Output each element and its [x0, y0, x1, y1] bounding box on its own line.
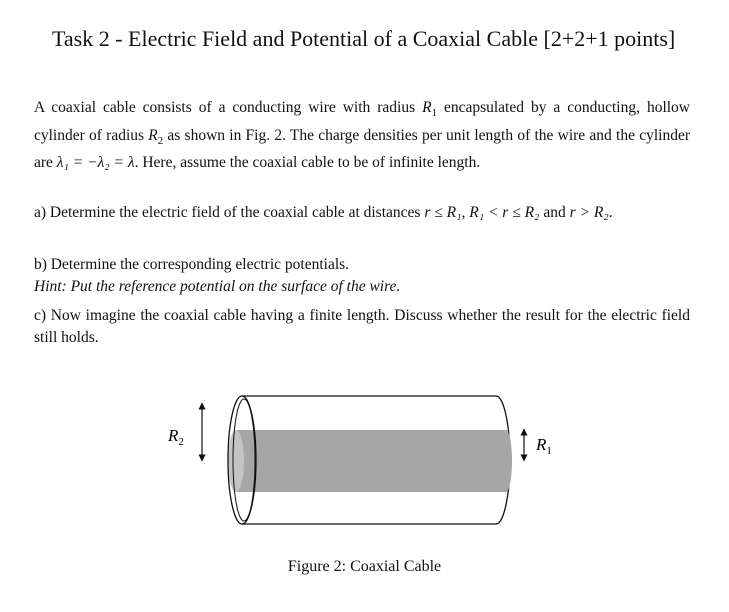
intro-text-4: . Here, assume the coaxial cable to be of infinite length. — [134, 154, 481, 172]
question-a-text-3: . — [608, 204, 613, 221]
coaxial-cable-figure — [150, 386, 570, 534]
question-a-math-2: r > R₂ — [569, 204, 609, 221]
r1-label: $R_1$ — [536, 435, 552, 457]
inner-wire — [236, 430, 506, 492]
radius-r1: $R_1$ — [422, 99, 437, 120]
figure-caption: Figure 2: Coaxial Cable — [287, 558, 442, 575]
question-a-text-2: and — [539, 204, 570, 221]
radius-r2: $R_2$ — [148, 126, 164, 147]
question-a — [34, 202, 690, 224]
question-a-text-1: a) Determine the electric field of the coaxial cable at distances — [34, 204, 425, 221]
inner-wire-right-end — [500, 430, 512, 492]
r2-label: $R_2$ — [168, 426, 184, 448]
question-c — [34, 305, 690, 348]
lambda-equation: λ₁ = −λ₂ = λ — [56, 154, 135, 172]
question-b-hint: Hint: Put the reference potential on the surface of the wire. — [34, 277, 401, 295]
question-b — [34, 254, 690, 297]
intro-text-1: A coaxial cable consists of a conducting wire with radius — [34, 99, 423, 116]
question-a-math-1: r ≤ R₁, R₁ < r ≤ R₂ — [424, 204, 540, 221]
intro-text-3: as shown in Fig. 2. The charge densities per unit length of the wire and the cylinder are — [34, 126, 690, 172]
question-b-text: b) Determine the corresponding electric potentials. — [34, 256, 350, 273]
inner-wire-left-end — [228, 430, 244, 492]
intro-paragraph — [34, 97, 690, 174]
question-c-text: c) Now imagine the coaxial cable having a finite length. Discuss whether the result for the electric field still holds. — [34, 307, 690, 346]
intro-text-2: encapsulated by a conducting, hollow cylinder of radius — [34, 99, 690, 144]
task-title: Task 2 - Electric Field and Potential of a Coaxial Cable [2+2+1 points] — [52, 26, 676, 51]
